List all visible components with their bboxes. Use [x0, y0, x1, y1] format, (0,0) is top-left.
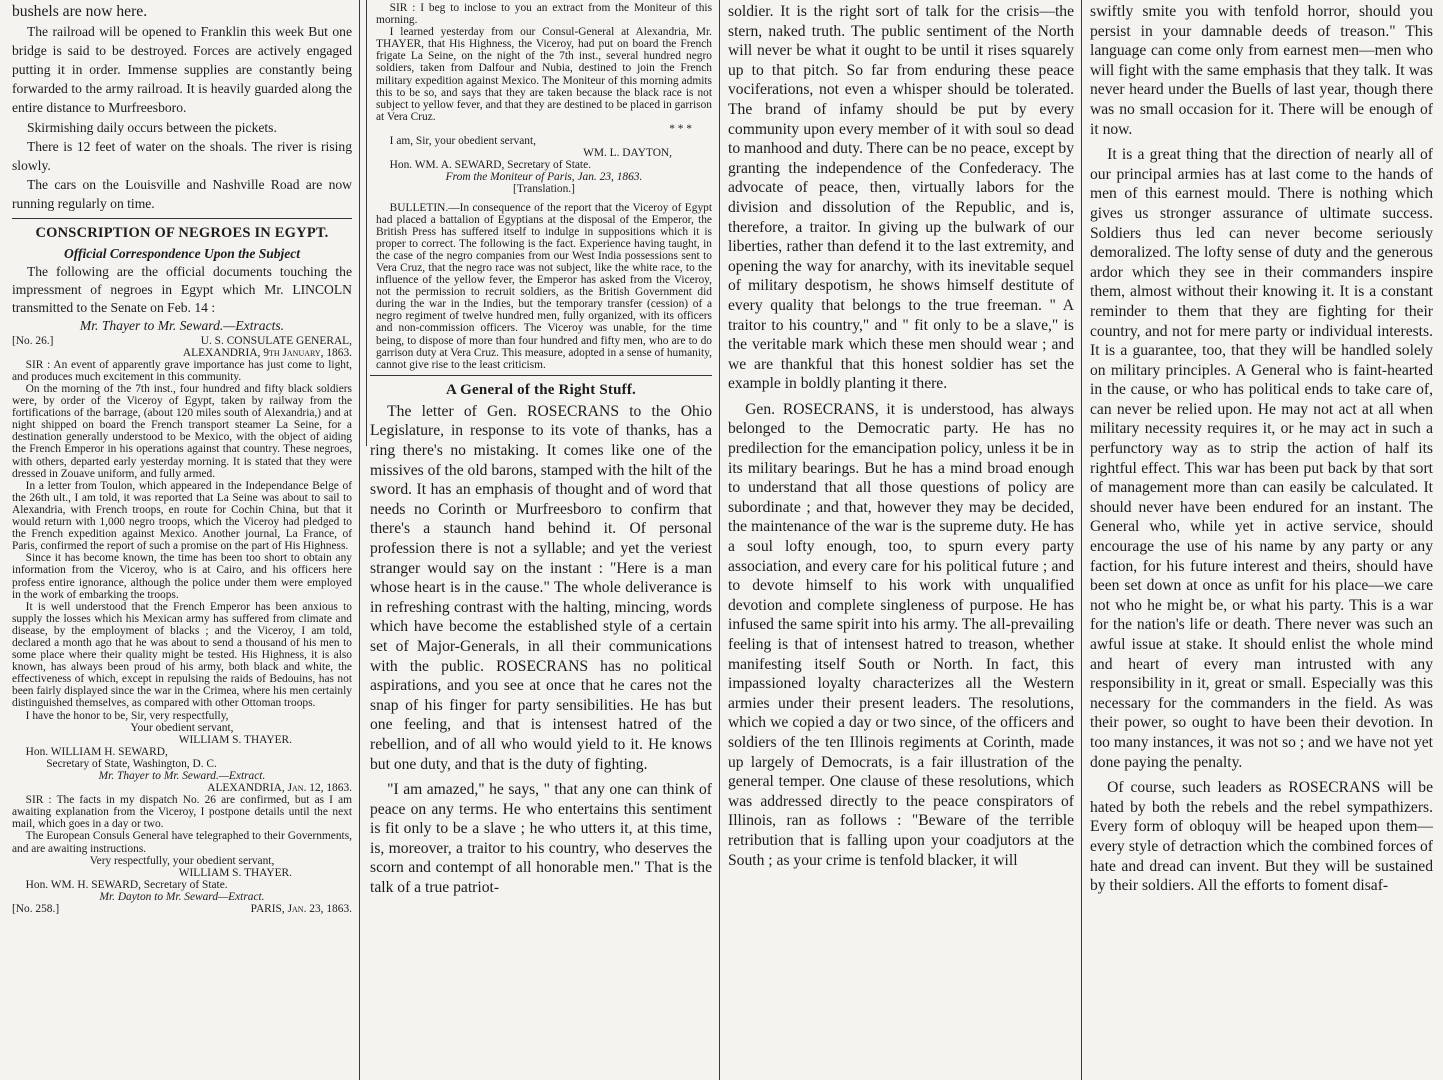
source-line: From the Moniteur of Paris, Jan. 23, 1863. — [445, 171, 643, 184]
subheadline: Official Correspondence Upon the Subject — [64, 245, 300, 261]
closing: I am, Sir, your obedient servant, — [389, 135, 536, 148]
paragraph: Skirmishing daily occurs between the pickets. — [26, 119, 277, 135]
separator — [12, 218, 352, 219]
article-body — [1090, 2, 1433, 896]
letter-header-row — [12, 903, 352, 915]
paragraph: bushels are now here. — [12, 3, 148, 20]
column-4 — [1084, 0, 1439, 1080]
letter-header-row — [12, 335, 352, 347]
boxed-dispatch — [370, 2, 712, 371]
signature: WILLIAM S. THAYER. — [178, 866, 292, 879]
news-briefs — [12, 2, 352, 214]
paragraph: It is a great thing that the direction of nearly all of our principal armies has at last come to the hands of men of this earnest mould. There is nothing which gives us stronger assurance of ultimate success. Soldiers thus led can never become seriously demoralized. The lofty sense of duty and the generous ardor which they see in their commanders inspire them, almost without their knowing it. It is a constant reminder to them that they are fighting for their country, and not for mere party or individual interests. It is a guarantee, too, that they will be handled solely on military principles. A General who is faint-hearted in the cause, or who has political ends to take care of, can never be relied upon. He may not act at all when military necessity requires it, or he may act in such a perfunctory way as to strip the action of half its rightful effect. This war has been put back by that sort of management more than can easily be calculated. It should never have been endured for an instant. The General who, while yet in active service, should encourage the use of his name by any party or any faction, for his future interest and theirs, should have been set down at once as unfit for his place—we care not who he might be, or what his party. This is a war for the nation's life or death. There never was such an awful issue at stake. It should enlist the whole mind and heart of every man intrusted with any responsibility in it, great or small. Especially was this necessary for the commanders in the field. As was their power, so ought to have been their devotion. In too many instances, it was not so ; and we have not yet done paying the penalty. — [1090, 146, 1433, 771]
addressee: Hon. WM. A. SEWARD, Secretary of State. — [389, 159, 591, 172]
paragraph: The railroad will be opened to Franklin this week But one bridge is said to be destroyed. Forces are actively engaged putting it in order. Immense supplies are constantly being forwarded to the army railroad. It is heavily guarded along the entire distance to Murfreesboro. — [12, 23, 352, 116]
ellipsis-stars: * * * — [669, 122, 692, 135]
paragraph: In a letter from Toulon, which appeared in the Independance Belge of the 26th ult., I am told, it was reported that La Seine was about to sail to Alexandria, with French troops, en route for Cochin China, but that it would return with 1,000 negro troops, which the Viceroy had pledged to the French expedition against Mexico. Another journal, La France, of Paris, confirmed the report of such a promise on the part of His Highness. — [12, 479, 352, 553]
paragraph: The following are the official documents touching the impressment of negroes in Egypt which Mr. LINCOLN transmitted to the Senate on Feb. 14 : — [12, 263, 352, 315]
column-2 — [362, 0, 718, 1080]
paragraph: Since it has become known, the time has been too short to obtain any information from the Viceroy, who is at Cairo, and his officers here profess entire ignorance, although the police under them were employed in the work of embarking the troops. — [12, 552, 352, 601]
paragraph: soldier. It is the right sort of talk for the crisis—the stern, naked truth. The public sentiment of the North will never be what it ought to be until it rises squarely up to that pitch. So far from enduring these peace vociferations, not even a whisper should be tolerated. The brand of infamy should be put by every community upon every member of it with soul so dead to manhood and duty. There can be no peace, except by granting the independence of the Confederacy. The advocate of peace, then, virtually labors for the division and dissolution of the Republic, and is, therefore, a traitor. In giving up the bulwark of our liberties, rather than defend it to the last extremity, and opening the way for anarchy, with its inevitable sequel of military despotism, he shows himself destitute of every quality that belongs to the true freeman. " A traitor to his country," and " fit only to be a slave," is the veritable mark which these men should wear ; and we are thankful that this honest soldier has set the example in boldly planting it there. — [728, 3, 1074, 393]
article-intro — [12, 245, 352, 335]
translation-note: [Translation.] — [513, 183, 575, 196]
letter-title: Mr. Dayton to Mr. Seward—Extract. — [99, 890, 265, 903]
addressee: Hon. WM. H. SEWARD, Secretary of State. — [25, 878, 228, 891]
letter-number: [No. 26.] — [12, 334, 54, 347]
paragraph: SIR : An event of apparently grave importance has just come to light, and produces much excitement in this community. — [12, 358, 352, 383]
signature: WM. L. DAYTON, — [583, 147, 672, 160]
paragraph: Gen. ROSECRANS, it is understood, has always belonged to the Democratic party. He has no predilection for the emancipation policy, unless it be in its military bearings. But he has a mind broad enough to understand that all those questions of policy are subordinate ; and that, however they may be decided, the maintenance of the war is the supreme duty. He has a soul lofty enough, too, to spurn every party association, and every care for his political future ; and to devote himself to his work with unqualified devotion and complete singleness of purpose. He has infused the same spirit into his army. The all-prevailing feeling is that of intensest hatred to treason, whether manifesting itself South or North. In fact, this impassioned loyalty characterizes all the Western armies under their present leaders. The resolutions, which we copied a day or two since, of the officers and soldiers of the ten Illinois regiments at Corinth, made up largely of Democrats, is a fair illustration of the general temper. One clause of these resolutions, which was addressed directly to the peace conspirators of Illinois, ran as follows : "Beware of the terrible retribution that is falling upon your coadjutors at the South ; as your crime is tenfold blacker, it will — [728, 400, 1074, 869]
paragraph: SIR : The facts in my dispatch No. 26 are confirmed, but as I am awaiting explanation from the Viceroy, I postpone details until the next mail, which goes in a day or two. — [12, 794, 352, 831]
bulletin: BULLETIN.—In consequence of the report that the Viceroy of Egypt had placed a battalion of Egyptians at the disposal of the Emperor, the British Press has suffered itself to indulge in suppositions which it is proper to correct. The following is the fact. Experience having taught, in the case of the negro companies from our West India possessions sent to Vera Cruz, that the negro race was not subject, like the white race, to the influence of the yellow fever, the Emperor has asked from the Viceroy, not the permission to recruit soldiers, as the British Government did during the war in the Indies, but the temporary transfer (cession) of a negro regiment of twelve hundred men, fully organized, with its officers and non-commission officers. The Viceroy was unable, for the time being, to dispose of more than four hundred and fifty men, who are to do garrison duty at Vera Cruz. This measure, adopted in a sense of humanity, cannot give rise to the least criticism. — [376, 201, 712, 371]
paragraph: swiftly smite you with tenfold horror, should you persist in your damnable deeds of treason." This language can come only from earnest men—men who will fight with the same emphasis that they talk. It was never heard under the Buells of last year, though there was no small occasion for it. There will be enough of it now. — [1090, 3, 1433, 138]
paragraph: Of course, such leaders as ROSECRANS will be hated by both the rebels and the rebel sympathizers. Every form of obloquy will be heaped upon them—every style of detraction which the combined forces of hate and dread can invent. But they will be sustained by their soldiers. All the efforts to foment disaf- — [1090, 779, 1433, 895]
closing: I have the honor to be, Sir, very respectfully, — [25, 709, 229, 722]
paragraph: SIR : I beg to inclose to you an extract from the Moniteur of this morning. — [376, 2, 712, 27]
column-rule — [719, 0, 720, 1080]
column-1 — [4, 0, 358, 1080]
column-3 — [722, 0, 1080, 1080]
paragraph: The European Consuls General have telegraphed to their Governments, and are awaiting instructions. — [12, 830, 352, 855]
column-rule — [359, 0, 360, 1080]
paragraph: On the morning of the 7th inst., four hundred and fifty black soldiers were, by order of the Viceroy of Egypt, taken by railway from the fortifications of the barrage, (about 120 miles south of Alexandria,) and at night shipped on board the French transport steamer La Seine, for a destination generally understood to be Mexico, with the object of aiding the French Emperor in his operations against that country. These negroes, with others, departed early yesterday morning. It is stated that they were dressed in Zouave uniform, and fully armed. — [12, 383, 352, 480]
paragraph: I learned yesterday from our Consul-General at Alexandria, Mr. THAYER, that His Highness, the Viceroy, had put on board the French frigate La Seine, on the night of the 7th inst., several hundred negro soldiers, taken from Dalfour and Nubia, destined to join the French military expedition against Mexico. The Moniteur of this morning admits this to be so, and says that they are taken because the black race is not subject to yellow fever, and that they are destined to be placed in garrison at Vera Cruz. — [376, 26, 712, 123]
dateline: ALEXANDRIA, 9th January, 1863. — [182, 346, 352, 359]
dateline: ALEXANDRIA, Jan. 12, 1863. — [207, 782, 352, 795]
headline: CONSCRIPTION OF NEGROES IN EGYPT. — [35, 224, 329, 241]
letter-1 — [12, 335, 352, 916]
letter-number: [No. 258.] — [12, 903, 60, 916]
paragraph: The cars on the Louisville and Nashville Road are now running regularly on time. — [12, 177, 352, 212]
addressee: Hon. WILLIAM H. SEWARD, — [25, 745, 168, 758]
article-body — [370, 402, 712, 898]
consulate-name: U. S. CONSULATE GENERAL, — [200, 334, 352, 347]
closing: Your obedient servant, — [130, 721, 234, 734]
paragraph: The letter of Gen. ROSECRANS to the Ohio Legislature, in response to its vote of thanks, has a ring there's no mistaking. It comes like one of the missives of the old barons, stamped with the hilt of the sword. It has an emphasis of thought and of word that needs no Corinth or Murfreesboro to confirm that there's a staunch hand behind it. Of personal profession there is not a syllable; and yet the veriest stranger would say on the instant : "Here is a man whose heart is in the cause." The whole deliverance is in refreshing contrast with the halting, mincing, words which have become the established style of a certain set of Major-Generals, in all their communications with the public. ROSECRANS has no political aspirations, and you see at once that he cares not the snap of his finger for party sensibilities. He has but one feeling, and that is intensest hatred of the rebellion, and of all who would yield to it. He knows but one duty, and that is the duty of fighting. — [370, 402, 712, 773]
paragraph: There is 12 feet of water on the shoals. The river is rising slowly. — [12, 138, 352, 174]
closing: Very respectfully, your obedient servant, — [89, 854, 275, 867]
headline: A General of the Right Stuff. — [446, 381, 636, 398]
signature: WILLIAM S. THAYER. — [178, 733, 292, 746]
letter-title: Mr. Thayer to Mr. Seward.—Extracts. — [79, 317, 285, 333]
letter-title: Mr. Thayer to Mr. Seward.—Extract. — [98, 770, 266, 782]
separator — [370, 375, 712, 376]
dateline: PARIS, Jan. 23, 1863. — [250, 903, 352, 916]
addressee: Secretary of State, Washington, D. C. — [46, 757, 217, 770]
article-body — [728, 2, 1074, 870]
paragraph: It is well understood that the French Emperor has been anxious to supply the losses which his Mexican army has suffered from climate and disease, by the employment of blacks ; and the Viceroy, I am told, declared a month ago that he was about to send a thousand of his men to some place where their quality might be tested. His Highness, it is also known, has always been proud of his army, both black and white, the effectiveness of which, except in repulsing the raids of Bedouins, has not been fairly displayed since the war in the Crimea, where his men certainly distinguished themselves, as compared with other Ottoman troops. — [12, 600, 352, 710]
paragraph: "I am amazed," he says, " that any one can think of peace on any terms. He who entertains this sentiment is fit only to be a slave ; he who utters it, at this time, is, moreover, a traitor to his country, who deserves the scorn and contempt of all honorable men." That is the talk of a true patriot- — [370, 781, 712, 897]
column-rule — [1081, 0, 1082, 1080]
